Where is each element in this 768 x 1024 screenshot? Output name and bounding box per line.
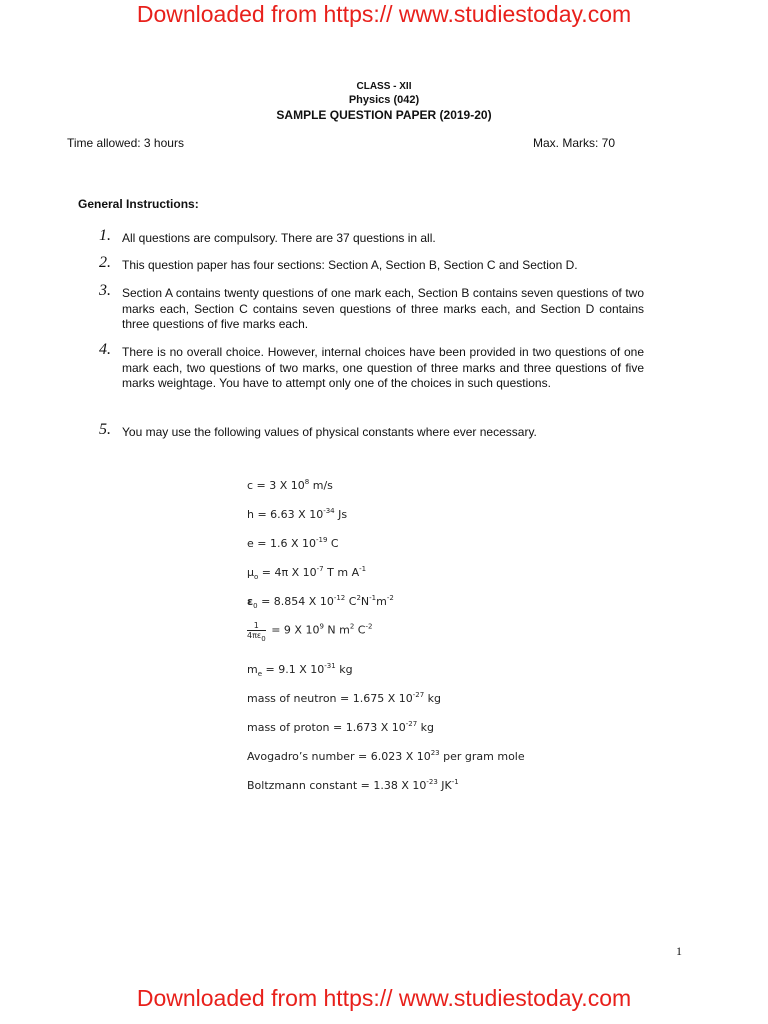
watermark-top-link[interactable]: Downloaded from https:// www.studiestoday.com xyxy=(136,1,632,27)
instruction-item xyxy=(99,421,644,441)
instruction-text: Section A contains twenty questions of one mark each, Section B contains seven questions of two marks each, Section C contains seven questions of three marks each, and Section D contains three questions of five marks each. xyxy=(122,286,644,331)
max-marks: Max. Marks: 70 xyxy=(533,136,616,150)
fraction: $\frac{1}{4\pi\varepsilon_0}$ xyxy=(247,621,266,643)
instruction-number: 3. xyxy=(99,282,111,299)
page-number: 1 xyxy=(676,944,682,958)
instructions-title: General Instructions: xyxy=(78,197,199,211)
constant-planck: h = 6.63 X $10^{-34}$ Js xyxy=(247,507,348,521)
constant-permittivity: $\varepsilon_0 = 8.854$ X $10^{-12}$ $C^2N^{-1}m^{-2}$ xyxy=(247,594,394,610)
constant-permeability: $\mu_o = 4\pi$ X $10^{-7}$ T m $A^{-1}$ xyxy=(247,565,367,581)
constant-boltzmann: Boltzmann constant = 1.38 X $10^{-23}$ $JK^{-1}$ xyxy=(247,778,459,792)
constant-electron-charge: e = 1.6 X $10^{-19}$ C xyxy=(247,536,339,550)
instruction-text: You may use the following values of physical constants where ever necessary. xyxy=(122,425,537,439)
time-allowed: Time allowed: 3 hours xyxy=(67,136,184,150)
instruction-item xyxy=(99,254,644,274)
paper-title: SAMPLE QUESTION PAPER (2019-20) xyxy=(276,108,492,122)
instruction-number: 5. xyxy=(99,421,111,438)
instruction-number: 2. xyxy=(99,254,111,271)
instruction-number: 4. xyxy=(99,341,111,358)
constant-proton-mass: mass of proton = 1.673 X $10^{-27}$ kg xyxy=(247,720,435,734)
instruction-text: All questions are compulsory. There are 37 questions in all. xyxy=(122,231,436,245)
instruction-number: 1. xyxy=(99,227,111,244)
instruction-item xyxy=(99,282,644,333)
instruction-item xyxy=(99,341,644,392)
paper-header xyxy=(0,80,768,123)
constant-coulomb: $\frac{1}{4\pi\varepsilon_0}$ = 9 X $10^9$ N $m^2$ $C^{-2}$ xyxy=(247,621,373,643)
subject-label: Physics (042) xyxy=(348,94,420,106)
instruction-item xyxy=(99,227,644,247)
constant-speed-of-light: c = 3 X $10^8$ m/s xyxy=(247,478,333,492)
constant-neutron-mass: mass of neutron = 1.675 X $10^{-27}$ kg xyxy=(247,691,442,705)
constant-avogadro: Avogadro’s number = 6.023 X $10^{23}$ per gram mole xyxy=(247,749,525,763)
watermark-bottom-link[interactable]: Downloaded from https:// www.studiestoday.com xyxy=(136,985,632,1011)
class-label: CLASS - XII xyxy=(356,81,412,92)
instruction-text: There is no overall choice. However, internal choices have been provided in two questions of one mark each, two questions of two marks, one question of three marks and three questions of five marks weightage. You have to attempt only one of the choices in such questions. xyxy=(122,345,644,390)
constant-electron-mass: $m_e = 9.1$ X $10^{-31}$ kg xyxy=(247,662,353,678)
instruction-text: This question paper has four sections: Section A, Section B, Section C and Section D. xyxy=(122,258,578,272)
